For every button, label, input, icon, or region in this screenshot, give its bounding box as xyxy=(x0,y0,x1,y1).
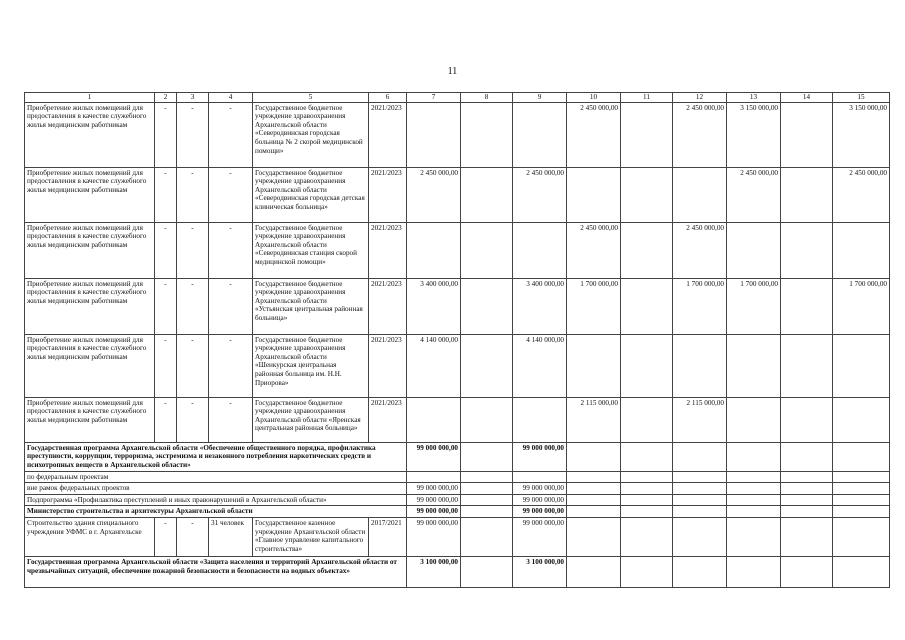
cell-col-10 xyxy=(567,483,621,495)
cell-col-15 xyxy=(833,506,890,518)
cell-col-12 xyxy=(673,517,727,556)
cell-col-5: Государственное бюджетное учреждение здравоохранения Архангельской области «Яренская центральная районная больница» xyxy=(253,397,369,442)
cell-col-9: 99 000 000,00 xyxy=(513,517,567,556)
cell-col-11 xyxy=(621,397,673,442)
cell-col-1: Приобретение жилых помещений для предоставления в качестве служебного жилья медицинским работникам xyxy=(25,397,155,442)
cell-col-10 xyxy=(567,167,621,222)
cell-col-8 xyxy=(461,494,513,506)
cell-col-7 xyxy=(407,471,461,483)
cell-col-7: 2 450 000,00 xyxy=(407,167,461,222)
cell-col-13 xyxy=(727,397,781,442)
column-number-1: 1 xyxy=(25,93,155,103)
cell-col-1: Строительство здания специального учреждения УФМС в г. Архангельске xyxy=(25,517,155,556)
cell-col-11 xyxy=(621,102,673,167)
cell-col-3: - xyxy=(177,102,209,167)
cell-col-14 xyxy=(781,334,833,397)
cell-col-15: 3 150 000,00 xyxy=(833,102,890,167)
cell-col-6: 2021/2023 xyxy=(369,222,407,278)
column-number-2: 2 xyxy=(155,93,177,103)
cell-col-11 xyxy=(621,517,673,556)
cell-col-6: 2021/2023 xyxy=(369,278,407,334)
cell-col-7: 99 000 000,00 xyxy=(407,494,461,506)
cell-col-4: - xyxy=(209,397,253,442)
cell-col-5: Государственное бюджетное учреждение здравоохранения Архангельской области «Северодвинская городская больница № 2 скорой медицинской помощи» xyxy=(253,102,369,167)
cell-col-1: Приобретение жилых помещений для предоставления в качестве служебного жилья медицинским работникам xyxy=(25,222,155,278)
cell-col-10 xyxy=(567,517,621,556)
cell-col-6: 2017/2021 xyxy=(369,517,407,556)
table-row xyxy=(25,397,890,442)
cell-col-4: 31 человек xyxy=(209,517,253,556)
cell-col-3: - xyxy=(177,167,209,222)
cell-col-6: 2021/2023 xyxy=(369,397,407,442)
cell-col-11 xyxy=(621,483,673,495)
table-row xyxy=(25,102,890,167)
column-number-6: 6 xyxy=(369,93,407,103)
cell-col-15 xyxy=(833,334,890,397)
cell-col-10: 2 115 000,00 xyxy=(567,397,621,442)
cell-col-15 xyxy=(833,471,890,483)
cell-col-8 xyxy=(461,506,513,518)
cell-col-10 xyxy=(567,471,621,483)
cell-col-4: - xyxy=(209,334,253,397)
cell-col-4: - xyxy=(209,222,253,278)
column-number-15: 15 xyxy=(833,93,890,103)
cell-col-7: 99 000 000,00 xyxy=(407,517,461,556)
cell-col-8 xyxy=(461,222,513,278)
cell-col-13: 2 450 000,00 xyxy=(727,167,781,222)
cell-col-9: 4 140 000,00 xyxy=(513,334,567,397)
table-row xyxy=(25,334,890,397)
cell-col-11 xyxy=(621,494,673,506)
cell-col-8 xyxy=(461,278,513,334)
summary-row-federal-projects-label xyxy=(25,471,890,483)
column-number-13: 13 xyxy=(727,93,781,103)
cell-col-14 xyxy=(781,222,833,278)
cell-col-13 xyxy=(727,517,781,556)
outside-federal-projects-label: вне рамок федеральных проектов xyxy=(25,483,407,495)
cell-col-5: Государственное бюджетное учреждение здравоохранения Архангельской области «Северодвинская городская детская клиническая больница» xyxy=(253,167,369,222)
cell-col-1: Приобретение жилых помещений для предоставления в качестве служебного жилья медицинским работникам xyxy=(25,167,155,222)
cell-col-14 xyxy=(781,517,833,556)
cell-col-5: Государственное бюджетное учреждение здравоохранения Архангельской области «Северодвинская станция скорой медицинской помощи» xyxy=(253,222,369,278)
cell-col-11 xyxy=(621,334,673,397)
cell-col-14 xyxy=(781,397,833,442)
cell-col-12: 2 450 000,00 xyxy=(673,222,727,278)
cell-col-13 xyxy=(727,556,781,587)
cell-col-10 xyxy=(567,506,621,518)
cell-col-15 xyxy=(833,556,890,587)
cell-col-10 xyxy=(567,494,621,506)
column-number-12: 12 xyxy=(673,93,727,103)
cell-col-12: 2 115 000,00 xyxy=(673,397,727,442)
cell-col-7: 99 000 000,00 xyxy=(407,506,461,518)
cell-col-3: - xyxy=(177,397,209,442)
cell-col-11 xyxy=(621,442,673,471)
cell-col-2: - xyxy=(155,278,177,334)
cell-col-9: 99 000 000,00 xyxy=(513,442,567,471)
column-number-9: 9 xyxy=(513,93,567,103)
subprogram-label: Подпрограмма «Профилактика преступлений и иных правонарушений в Архангельской области» xyxy=(25,494,407,506)
cell-col-15: 1 700 000,00 xyxy=(833,278,890,334)
cell-col-13 xyxy=(727,483,781,495)
cell-col-14 xyxy=(781,506,833,518)
cell-col-7: 99 000 000,00 xyxy=(407,442,461,471)
cell-col-15 xyxy=(833,494,890,506)
cell-col-15 xyxy=(833,442,890,471)
cell-col-5: Государственное бюджетное учреждение здравоохранения Архангельской области «Устьянская центральная районная больница» xyxy=(253,278,369,334)
cell-col-9: 99 000 000,00 xyxy=(513,483,567,495)
cell-col-8 xyxy=(461,334,513,397)
column-number-3: 3 xyxy=(177,93,209,103)
cell-col-15: 2 450 000,00 xyxy=(833,167,890,222)
cell-col-13 xyxy=(727,494,781,506)
cell-col-8 xyxy=(461,397,513,442)
cell-col-14 xyxy=(781,167,833,222)
cell-col-2: - xyxy=(155,397,177,442)
cell-col-11 xyxy=(621,471,673,483)
cell-col-13 xyxy=(727,506,781,518)
cell-col-7: 3 100 000,00 xyxy=(407,556,461,587)
cell-col-5: Государственное бюджетное учреждение здравоохранения Архангельской области «Шенкурская центральная районная больница им. Н.Н. Приорова» xyxy=(253,334,369,397)
column-number-7: 7 xyxy=(407,93,461,103)
cell-col-1: Приобретение жилых помещений для предоставления в качестве служебного жилья медицинским работникам xyxy=(25,334,155,397)
cell-col-14 xyxy=(781,278,833,334)
cell-col-7: 4 140 000,00 xyxy=(407,334,461,397)
cell-col-9 xyxy=(513,471,567,483)
cell-col-11 xyxy=(621,506,673,518)
cell-col-14 xyxy=(781,442,833,471)
ministry-label: Министерство строительства и архитектуры Архангельской области xyxy=(25,506,407,518)
budget-table xyxy=(24,92,890,588)
cell-col-15 xyxy=(833,222,890,278)
cell-col-2: - xyxy=(155,222,177,278)
cell-col-4: - xyxy=(209,102,253,167)
cell-col-7 xyxy=(407,102,461,167)
cell-col-3: - xyxy=(177,278,209,334)
cell-col-9 xyxy=(513,397,567,442)
cell-col-5: Государственное казенное учреждение Архангельской области «Главное управление капитального строительства» xyxy=(253,517,369,556)
cell-col-10 xyxy=(567,442,621,471)
cell-col-11 xyxy=(621,278,673,334)
cell-col-12 xyxy=(673,483,727,495)
cell-col-12 xyxy=(673,167,727,222)
cell-col-12 xyxy=(673,334,727,397)
cell-col-9 xyxy=(513,102,567,167)
column-number-11: 11 xyxy=(621,93,673,103)
cell-col-10: 2 450 000,00 xyxy=(567,222,621,278)
cell-col-4: - xyxy=(209,278,253,334)
column-number-4: 4 xyxy=(209,93,253,103)
cell-col-8 xyxy=(461,471,513,483)
cell-col-14 xyxy=(781,556,833,587)
cell-col-12: 1 700 000,00 xyxy=(673,278,727,334)
cell-col-14 xyxy=(781,102,833,167)
table-row xyxy=(25,222,890,278)
cell-col-14 xyxy=(781,494,833,506)
cell-col-9 xyxy=(513,222,567,278)
column-number-14: 14 xyxy=(781,93,833,103)
cell-col-12 xyxy=(673,442,727,471)
column-number-5: 5 xyxy=(253,93,369,103)
summary-row-outside-federal-projects-label xyxy=(25,483,890,495)
cell-col-13: 3 150 000,00 xyxy=(727,102,781,167)
cell-col-7 xyxy=(407,397,461,442)
column-number-row xyxy=(25,93,890,103)
summary-row-ministry-label xyxy=(25,506,890,518)
federal-projects-label: по федеральным проектам xyxy=(25,471,407,483)
program-title-civil-protection: Государственная программа Архангельской области «Защита населения и территорий Архангельской области от чрезвычайных ситуаций, обеспечение пожарной безопасности и безопасности на водных объектах» xyxy=(25,556,407,587)
cell-col-7 xyxy=(407,222,461,278)
summary-row-subprogram-label xyxy=(25,494,890,506)
cell-col-12 xyxy=(673,494,727,506)
cell-col-6: 2021/2023 xyxy=(369,167,407,222)
cell-col-3: - xyxy=(177,517,209,556)
page-number: 11 xyxy=(447,66,458,77)
cell-col-12 xyxy=(673,556,727,587)
cell-col-12: 2 450 000,00 xyxy=(673,102,727,167)
column-number-10: 10 xyxy=(567,93,621,103)
cell-col-8 xyxy=(461,167,513,222)
cell-col-9: 3 400 000,00 xyxy=(513,278,567,334)
cell-col-13 xyxy=(727,442,781,471)
cell-col-10 xyxy=(567,556,621,587)
cell-col-7: 3 400 000,00 xyxy=(407,278,461,334)
cell-col-2: - xyxy=(155,102,177,167)
cell-col-12 xyxy=(673,471,727,483)
cell-col-10: 1 700 000,00 xyxy=(567,278,621,334)
cell-col-9: 2 450 000,00 xyxy=(513,167,567,222)
cell-col-9: 99 000 000,00 xyxy=(513,506,567,518)
cell-col-6: 2021/2023 xyxy=(369,102,407,167)
cell-col-9: 99 000 000,00 xyxy=(513,494,567,506)
cell-col-1: Приобретение жилых помещений для предоставления в качестве служебного жилья медицинским работникам xyxy=(25,102,155,167)
cell-col-15 xyxy=(833,517,890,556)
cell-col-13 xyxy=(727,334,781,397)
table-row xyxy=(25,517,890,556)
cell-col-11 xyxy=(621,167,673,222)
cell-col-2: - xyxy=(155,167,177,222)
cell-col-15 xyxy=(833,483,890,495)
cell-col-7: 99 000 000,00 xyxy=(407,483,461,495)
cell-col-11 xyxy=(621,222,673,278)
cell-col-4: - xyxy=(209,167,253,222)
cell-col-14 xyxy=(781,483,833,495)
program-title-public-order: Государственная программа Архангельской области «Обеспечение общественного порядка, профилактика преступности, коррупции, терроризма, экстремизма и незаконного потребления наркотических средств и психотропных веществ в Архангельской области» xyxy=(25,442,407,471)
summary-row-program-title-public-order xyxy=(25,442,890,471)
cell-col-2: - xyxy=(155,517,177,556)
summary-row-program-title-civil-protection xyxy=(25,556,890,587)
cell-col-15 xyxy=(833,397,890,442)
cell-col-14 xyxy=(781,471,833,483)
cell-col-8 xyxy=(461,442,513,471)
cell-col-10: 2 450 000,00 xyxy=(567,102,621,167)
cell-col-13 xyxy=(727,222,781,278)
cell-col-9: 3 100 000,00 xyxy=(513,556,567,587)
cell-col-8 xyxy=(461,483,513,495)
cell-col-11 xyxy=(621,556,673,587)
cell-col-12 xyxy=(673,506,727,518)
table-row xyxy=(25,167,890,222)
column-number-8: 8 xyxy=(461,93,513,103)
table-row xyxy=(25,278,890,334)
cell-col-8 xyxy=(461,517,513,556)
cell-col-3: - xyxy=(177,222,209,278)
cell-col-2: - xyxy=(155,334,177,397)
cell-col-8 xyxy=(461,102,513,167)
cell-col-13: 1 700 000,00 xyxy=(727,278,781,334)
cell-col-10 xyxy=(567,334,621,397)
cell-col-13 xyxy=(727,471,781,483)
cell-col-6: 2021/2023 xyxy=(369,334,407,397)
cell-col-1: Приобретение жилых помещений для предоставления в качестве служебного жилья медицинским работникам xyxy=(25,278,155,334)
cell-col-8 xyxy=(461,556,513,587)
cell-col-3: - xyxy=(177,334,209,397)
